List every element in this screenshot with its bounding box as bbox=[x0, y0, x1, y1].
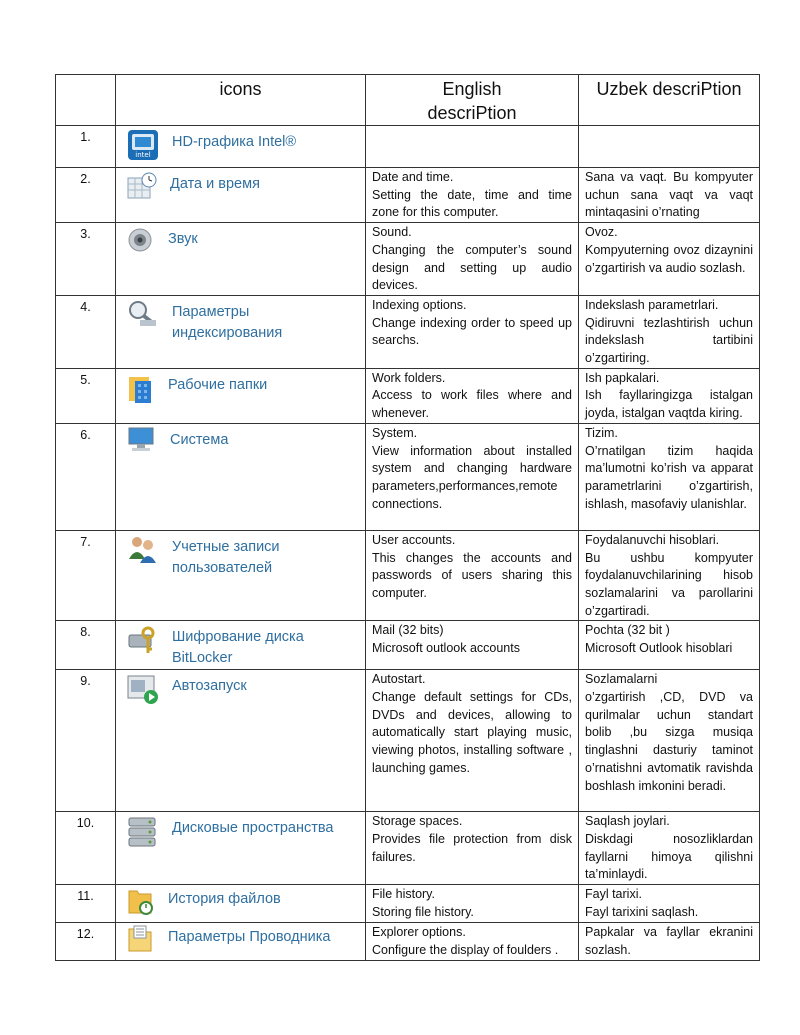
icon-cell bbox=[116, 812, 366, 885]
uzbek-title: Tizim. bbox=[585, 425, 618, 440]
english-cell bbox=[366, 530, 579, 621]
uzbek-text bbox=[585, 169, 753, 222]
table-row bbox=[56, 295, 760, 368]
english-cell bbox=[366, 126, 579, 168]
english-title: Storage spaces. bbox=[372, 814, 463, 829]
uzbek-cell bbox=[579, 295, 760, 368]
uzbek-title: Sana va vaqt. bbox=[585, 170, 667, 184]
english-title: Mail (32 bits) bbox=[372, 623, 444, 638]
file-history-icon bbox=[126, 885, 156, 922]
table-header-row bbox=[56, 75, 760, 126]
icon-cell bbox=[116, 423, 366, 530]
header-english bbox=[366, 75, 579, 126]
intel-graphics-icon bbox=[126, 128, 160, 167]
row-number: 4. bbox=[56, 295, 116, 368]
row-number: 7. bbox=[56, 530, 116, 621]
english-title: Indexing options. bbox=[372, 297, 467, 312]
icon-label-ru: Рабочие папки bbox=[168, 376, 268, 393]
table-row bbox=[56, 223, 760, 296]
english-description: Access to work files where and whenever. bbox=[372, 388, 572, 421]
uzbek-cell bbox=[579, 126, 760, 168]
icon-label-ru: Шифрование диска BitLocker bbox=[172, 629, 304, 667]
user-accounts-icon bbox=[126, 533, 160, 570]
icon-label-ru: Параметры Проводника bbox=[168, 929, 331, 946]
calendar-clock-icon bbox=[126, 170, 158, 207]
english-title: System. bbox=[372, 425, 418, 440]
english-title: User accounts. bbox=[372, 532, 456, 547]
icon-label-ru: Дата и время bbox=[170, 176, 260, 192]
uzbek-description: sozlash. bbox=[585, 942, 631, 957]
uzbek-description: Ish fayllaringizga istalgan joyda, istalgan vaqtda kiring. bbox=[585, 388, 753, 421]
english-title: Date and time. bbox=[372, 170, 454, 184]
work-folders-icon bbox=[126, 371, 156, 410]
english-description: Changing the computer’s sound design and setting up audio devices. bbox=[372, 242, 572, 293]
svg-text:intel: intel bbox=[135, 151, 151, 159]
icon-cell bbox=[116, 223, 366, 296]
uzbek-cell bbox=[579, 923, 760, 961]
english-cell bbox=[366, 812, 579, 885]
english-cell bbox=[366, 885, 579, 923]
icon-cell bbox=[116, 168, 366, 223]
row-number: 12. bbox=[56, 923, 116, 961]
uzbek-title: Ish papkalari. bbox=[585, 370, 660, 385]
row-number: 11. bbox=[56, 885, 116, 923]
english-description: Microsoft outlook accounts bbox=[372, 641, 520, 656]
uzbek-cell bbox=[579, 423, 760, 530]
table-row bbox=[56, 670, 760, 812]
english-description: Setting the date, time and time zone for this computer. bbox=[372, 187, 572, 220]
computer-monitor-icon bbox=[126, 426, 158, 459]
english-description: Configure the display of foulders . bbox=[372, 942, 559, 957]
english-description: Change indexing order to speed up searchs. bbox=[372, 315, 572, 348]
uzbek-title: Papkalar va fayllar ekranini bbox=[585, 925, 753, 940]
uzbek-title: Foydalanuvchi hisoblari. bbox=[585, 532, 720, 547]
indexing-magnifier-icon bbox=[126, 298, 160, 335]
icon-label-ru: Дисковые пространства bbox=[172, 820, 334, 837]
header-icons: icons bbox=[116, 75, 366, 126]
uzbek-title: Pochta (32 bit ) bbox=[585, 623, 670, 638]
english-title: Sound. bbox=[372, 225, 412, 240]
english-description: Storing file history. bbox=[372, 904, 474, 919]
icon-cell bbox=[116, 923, 366, 961]
english-description: Change default settings for CDs, DVDs and devices, allowing to automatically start playing music, viewing photos, installing software , launching games. bbox=[372, 690, 572, 775]
icon-label-ru: Автозапуск bbox=[172, 678, 247, 695]
row-number: 10. bbox=[56, 812, 116, 885]
header-uzbek: Uzbek descriPtion bbox=[579, 75, 760, 126]
explorer-options-icon bbox=[126, 923, 156, 960]
uzbek-description: Microsoft Outlook hisoblari bbox=[585, 641, 733, 656]
bitlocker-key-icon bbox=[126, 623, 160, 662]
uzbek-cell bbox=[579, 885, 760, 923]
table-row bbox=[56, 423, 760, 530]
row-number: 8. bbox=[56, 621, 116, 670]
uzbek-cell bbox=[579, 621, 760, 670]
uzbek-description: Fayl tarixini saqlash. bbox=[585, 904, 699, 919]
row-number: 2. bbox=[56, 168, 116, 223]
uzbek-cell bbox=[579, 670, 760, 812]
english-cell bbox=[366, 223, 579, 296]
table-row bbox=[56, 885, 760, 923]
icon-label-ru: Параметры индексирования bbox=[172, 303, 283, 341]
icons-description-table bbox=[55, 74, 760, 961]
row-number: 9. bbox=[56, 670, 116, 812]
row-number: 3. bbox=[56, 223, 116, 296]
english-title: Autostart. bbox=[372, 672, 426, 687]
table-row bbox=[56, 621, 760, 670]
english-title: Work folders. bbox=[372, 370, 446, 385]
table-row bbox=[56, 368, 760, 423]
uzbek-description: Bu ushbu kompyuter foydalanuvchilarining hisob sozlamalarini va parollarini o’zgartiradi. bbox=[585, 550, 753, 618]
uzbek-title: Sozlamalarni bbox=[585, 672, 658, 687]
icon-cell bbox=[116, 670, 366, 812]
english-description: View information about installed system and changing hardware parameters,performances,remote connections. bbox=[372, 443, 572, 511]
uzbek-text bbox=[585, 924, 753, 959]
icon-cell bbox=[116, 126, 366, 168]
uzbek-cell bbox=[579, 812, 760, 885]
icon-label-ru: История файлов bbox=[168, 891, 281, 908]
row-number: 5. bbox=[56, 368, 116, 423]
icon-cell bbox=[116, 368, 366, 423]
english-cell bbox=[366, 295, 579, 368]
speaker-icon bbox=[126, 225, 156, 262]
english-title: File history. bbox=[372, 887, 435, 902]
uzbek-title: Saqlash joylari. bbox=[585, 814, 670, 829]
english-cell bbox=[366, 423, 579, 530]
icon-cell bbox=[116, 621, 366, 670]
uzbek-title: Fayl tarixi. bbox=[585, 887, 642, 902]
uzbek-title: Indekslash parametrlari. bbox=[585, 297, 719, 312]
uzbek-title: Ovoz. bbox=[585, 225, 618, 240]
english-cell bbox=[366, 923, 579, 961]
icon-label-ru: Звук bbox=[168, 231, 198, 248]
storage-spaces-icon bbox=[126, 814, 160, 855]
english-cell bbox=[366, 670, 579, 812]
uzbek-description: o’zgartirish ,CD, DVD va qurilmalar uchun standart bolib ,bu sizga musiqa tinglashni dasturiy taminot o’rnatishni avtomatik ravishda boshlash imkonini beradi. bbox=[585, 690, 753, 793]
icon-label-ru: HD-графика Intel® bbox=[172, 134, 297, 150]
english-description: This changes the accounts and passwords of users sharing this computer. bbox=[372, 550, 572, 600]
icon-label-ru: Учетные записи пользователей bbox=[172, 538, 280, 576]
icon-cell bbox=[116, 885, 366, 923]
autoplay-icon bbox=[126, 672, 160, 711]
table-row bbox=[56, 923, 760, 961]
table-row bbox=[56, 812, 760, 885]
english-cell bbox=[366, 368, 579, 423]
row-number: 1. bbox=[56, 126, 116, 168]
english-title: Explorer options. bbox=[372, 925, 466, 940]
uzbek-description: Bu kompyuter uchun sana vaqt va vaqt mintaqasini o’rnating bbox=[585, 170, 753, 220]
uzbek-description: Diskdagi nosozliklardan fayllarni himoya qilishni ta’minlaydi. bbox=[585, 832, 753, 882]
table-row bbox=[56, 168, 760, 223]
uzbek-description: O’rnatilgan tizim haqida ma’lumotni ko’rish va apparat parametrlarini o’zgartirish, ishlash, masofaviy ulanishlar. bbox=[585, 443, 753, 511]
uzbek-cell bbox=[579, 168, 760, 223]
uzbek-description: Kompyuterning ovoz dizaynini o’zgartirish va audio sozlash. bbox=[585, 242, 753, 275]
uzbek-cell bbox=[579, 223, 760, 296]
uzbek-description: Qidiruvni tezlashtirish uchun indekslash tartibini o’zgartiring. bbox=[585, 315, 753, 366]
english-description: Provides file protection from disk failures. bbox=[372, 832, 572, 864]
table-row bbox=[56, 530, 760, 621]
row-number: 6. bbox=[56, 423, 116, 530]
header-english-text: English descriPtion bbox=[427, 79, 517, 123]
english-cell bbox=[366, 621, 579, 670]
table-row bbox=[56, 126, 760, 168]
icon-label-ru: Система bbox=[170, 431, 229, 448]
english-cell bbox=[366, 168, 579, 223]
header-number bbox=[56, 75, 116, 126]
icon-cell bbox=[116, 295, 366, 368]
uzbek-cell bbox=[579, 530, 760, 621]
uzbek-cell bbox=[579, 368, 760, 423]
icon-cell bbox=[116, 530, 366, 621]
